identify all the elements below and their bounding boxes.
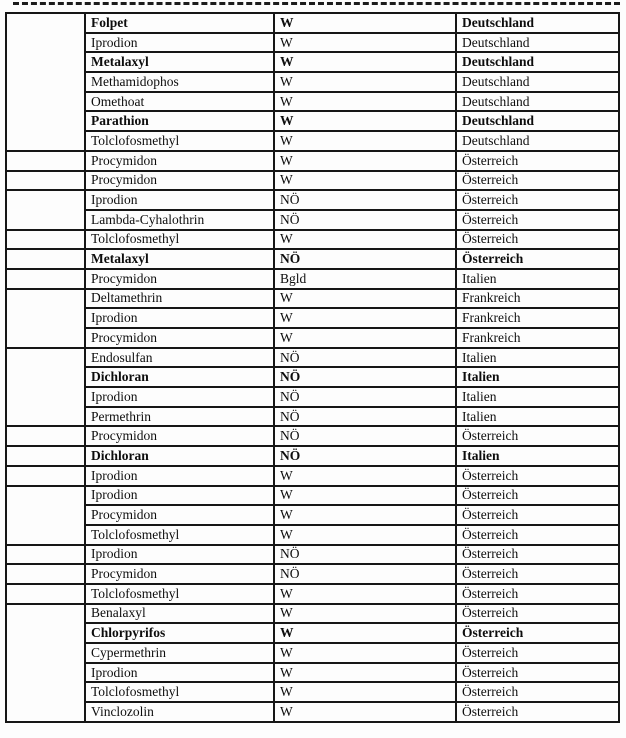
country-cell: Österreich — [456, 584, 619, 604]
country-cell: Italien — [456, 446, 619, 466]
region-cell: W — [274, 328, 456, 348]
substance-cell: Tolclofosmethyl — [85, 230, 274, 250]
country-cell: Italien — [456, 348, 619, 368]
substance-cell: Permethrin — [85, 407, 274, 427]
country-cell: Italien — [456, 367, 619, 387]
region-cell: NÖ — [274, 249, 456, 269]
table-row — [6, 308, 619, 328]
region-cell: Bgld — [274, 269, 456, 289]
country-cell: Österreich — [456, 249, 619, 269]
table-row — [6, 623, 619, 643]
region-cell: NÖ — [274, 348, 456, 368]
table-row — [6, 564, 619, 584]
table-row — [6, 269, 619, 289]
group-cell — [6, 584, 85, 604]
substance-cell: Benalaxyl — [85, 604, 274, 624]
region-cell: W — [274, 230, 456, 250]
group-cell — [6, 151, 85, 171]
group-cell — [6, 545, 85, 565]
country-cell: Österreich — [456, 486, 619, 506]
country-cell: Deutschland — [456, 72, 619, 92]
region-cell: W — [274, 505, 456, 525]
country-cell: Österreich — [456, 564, 619, 584]
table-row — [6, 525, 619, 545]
substance-cell: Tolclofosmethyl — [85, 584, 274, 604]
table-row — [6, 190, 619, 210]
substance-cell: Iprodion — [85, 308, 274, 328]
substance-cell: Lambda-Cyhalothrin — [85, 210, 274, 230]
substance-cell: Deltamethrin — [85, 289, 274, 309]
substance-cell: Omethoat — [85, 92, 274, 112]
country-cell: Österreich — [456, 663, 619, 683]
substance-cell: Procymidon — [85, 426, 274, 446]
group-cell — [6, 466, 85, 486]
country-cell: Österreich — [456, 210, 619, 230]
substance-cell: Tolclofosmethyl — [85, 131, 274, 151]
region-cell: W — [274, 623, 456, 643]
group-cell — [6, 348, 85, 427]
substance-cell: Vinclozolin — [85, 702, 274, 722]
country-cell: Österreich — [456, 171, 619, 191]
table-row — [6, 505, 619, 525]
table-row — [6, 426, 619, 446]
region-cell: W — [274, 682, 456, 702]
table-row — [6, 289, 619, 309]
region-cell: W — [274, 486, 456, 506]
region-cell: W — [274, 171, 456, 191]
table-row — [6, 682, 619, 702]
table-row — [6, 92, 619, 112]
region-cell: W — [274, 663, 456, 683]
country-cell: Österreich — [456, 466, 619, 486]
group-cell — [6, 230, 85, 250]
country-cell: Österreich — [456, 682, 619, 702]
table-row — [6, 328, 619, 348]
substance-cell: Iprodion — [85, 545, 274, 565]
substance-cell: Iprodion — [85, 387, 274, 407]
substance-cell: Parathion — [85, 111, 274, 131]
region-cell: W — [274, 92, 456, 112]
substance-cell: Procymidon — [85, 328, 274, 348]
table-row — [6, 52, 619, 72]
table-row — [6, 13, 619, 33]
region-cell: NÖ — [274, 545, 456, 565]
region-cell: NÖ — [274, 564, 456, 584]
substance-cell: Methamidophos — [85, 72, 274, 92]
group-cell — [6, 190, 85, 229]
group-cell — [6, 269, 85, 289]
country-cell: Österreich — [456, 505, 619, 525]
substance-cell: Iprodion — [85, 466, 274, 486]
group-cell — [6, 604, 85, 722]
group-cell — [6, 564, 85, 584]
group-cell — [6, 249, 85, 269]
substance-cell: Dichloran — [85, 446, 274, 466]
substance-cell: Iprodion — [85, 33, 274, 53]
table-row — [6, 151, 619, 171]
region-cell: NÖ — [274, 210, 456, 230]
country-cell: Deutschland — [456, 92, 619, 112]
region-cell: W — [274, 111, 456, 131]
substance-cell: Dichloran — [85, 367, 274, 387]
country-cell: Österreich — [456, 545, 619, 565]
group-cell — [6, 171, 85, 191]
region-cell: W — [274, 604, 456, 624]
table-row — [6, 407, 619, 427]
group-cell — [6, 446, 85, 466]
country-cell: Österreich — [456, 151, 619, 171]
country-cell: Österreich — [456, 643, 619, 663]
country-cell: Italien — [456, 269, 619, 289]
region-cell: W — [274, 466, 456, 486]
substance-cell: Metalaxyl — [85, 52, 274, 72]
table-row — [6, 663, 619, 683]
scan-artifact-top-line — [13, 2, 620, 5]
substance-cell: Tolclofosmethyl — [85, 525, 274, 545]
substance-cell: Iprodion — [85, 663, 274, 683]
country-cell: Deutschland — [456, 111, 619, 131]
substance-cell: Folpet — [85, 13, 274, 33]
country-cell: Österreich — [456, 426, 619, 446]
country-cell: Österreich — [456, 190, 619, 210]
country-cell: Frankreich — [456, 308, 619, 328]
region-cell: W — [274, 289, 456, 309]
substance-cell: Cypermethrin — [85, 643, 274, 663]
table-row — [6, 33, 619, 53]
table-row — [6, 230, 619, 250]
table-row — [6, 446, 619, 466]
table-row — [6, 486, 619, 506]
country-cell: Österreich — [456, 230, 619, 250]
substance-cell: Procymidon — [85, 171, 274, 191]
country-cell: Österreich — [456, 702, 619, 722]
table-row — [6, 702, 619, 722]
table-row — [6, 210, 619, 230]
region-cell: NÖ — [274, 387, 456, 407]
table-row — [6, 584, 619, 604]
country-cell: Deutschland — [456, 131, 619, 151]
substance-cell: Endosulfan — [85, 348, 274, 368]
substance-cell: Procymidon — [85, 505, 274, 525]
region-cell: W — [274, 151, 456, 171]
region-cell: NÖ — [274, 407, 456, 427]
country-cell: Deutschland — [456, 52, 619, 72]
substance-cell: Tolclofosmethyl — [85, 682, 274, 702]
table-row — [6, 367, 619, 387]
country-cell: Österreich — [456, 604, 619, 624]
region-cell: W — [274, 525, 456, 545]
region-cell: W — [274, 131, 456, 151]
table-row — [6, 545, 619, 565]
group-cell — [6, 486, 85, 545]
table-row — [6, 131, 619, 151]
region-cell: W — [274, 702, 456, 722]
substance-cell: Procymidon — [85, 269, 274, 289]
region-cell: NÖ — [274, 426, 456, 446]
table-row — [6, 643, 619, 663]
table-row — [6, 348, 619, 368]
pesticide-findings-table — [5, 12, 620, 723]
table-row — [6, 604, 619, 624]
region-cell: W — [274, 52, 456, 72]
substance-cell: Iprodion — [85, 486, 274, 506]
table-row — [6, 466, 619, 486]
substance-cell: Metalaxyl — [85, 249, 274, 269]
region-cell: W — [274, 13, 456, 33]
country-cell: Italien — [456, 387, 619, 407]
country-cell: Italien — [456, 407, 619, 427]
substance-cell: Procymidon — [85, 151, 274, 171]
region-cell: W — [274, 33, 456, 53]
table-body — [6, 13, 619, 722]
substance-cell: Iprodion — [85, 190, 274, 210]
substance-cell: Procymidon — [85, 564, 274, 584]
region-cell: NÖ — [274, 190, 456, 210]
country-cell: Frankreich — [456, 289, 619, 309]
table-row — [6, 72, 619, 92]
table-row — [6, 249, 619, 269]
region-cell: NÖ — [274, 446, 456, 466]
region-cell: W — [274, 584, 456, 604]
country-cell: Österreich — [456, 623, 619, 643]
table-row — [6, 111, 619, 131]
country-cell: Deutschland — [456, 13, 619, 33]
group-cell — [6, 13, 85, 151]
country-cell: Deutschland — [456, 33, 619, 53]
table-row — [6, 171, 619, 191]
region-cell: W — [274, 72, 456, 92]
table-row — [6, 387, 619, 407]
region-cell: W — [274, 643, 456, 663]
substance-cell: Chlorpyrifos — [85, 623, 274, 643]
region-cell: NÖ — [274, 367, 456, 387]
group-cell — [6, 426, 85, 446]
group-cell — [6, 289, 85, 348]
country-cell: Österreich — [456, 525, 619, 545]
country-cell: Frankreich — [456, 328, 619, 348]
region-cell: W — [274, 308, 456, 328]
